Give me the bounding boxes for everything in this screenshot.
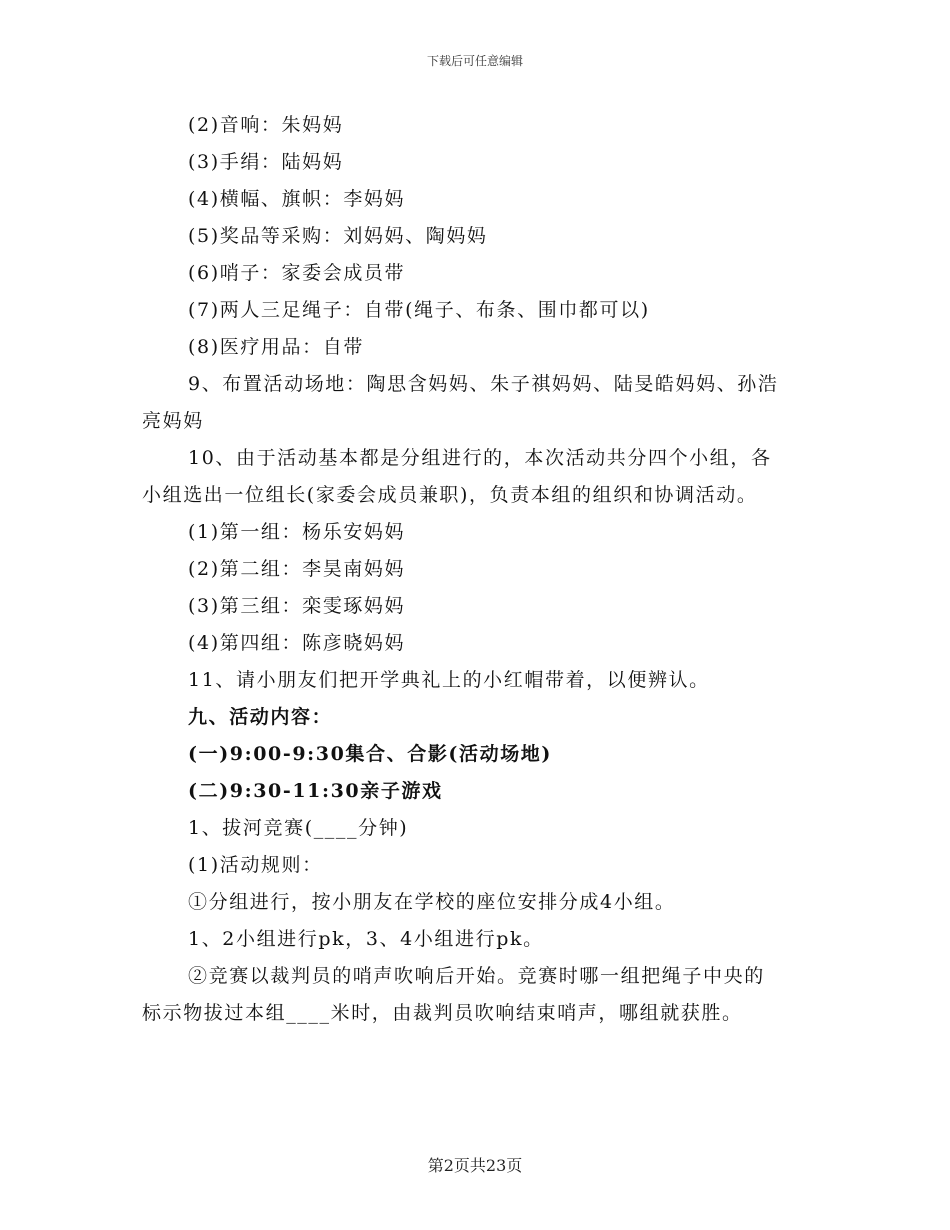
text-line: ①分组进行，按小朋友在学校的座位安排分成4小组。 <box>188 891 676 913</box>
text-line: 10、由于活动基本都是分组进行的，本次活动共分四个小组，各 <box>188 447 772 469</box>
text-line: (1)活动规则： <box>188 854 323 876</box>
page-number: 第2页共23页 <box>427 1156 523 1175</box>
text-line: (2)音响：朱妈妈 <box>188 114 344 136</box>
text-line: (3)手绢：陆妈妈 <box>188 151 344 173</box>
page-header: 下载后可任意编辑 <box>426 54 523 68</box>
text-line: 亮妈妈 <box>142 410 204 432</box>
text-line: (7)两人三足绳子：自带(绳子、布条、围巾都可以) <box>188 299 650 321</box>
text-line: (5)奖品等采购：刘妈妈、陶妈妈 <box>188 225 488 247</box>
text-line: (1)第一组：杨乐安妈妈 <box>188 521 406 543</box>
document-body <box>142 107 810 1032</box>
text-line: (4)横幅、旗帜：李妈妈 <box>188 188 406 210</box>
section-heading: (二)9:30-11:30亲子游戏 <box>188 780 443 802</box>
text-line: (2)第二组：李昊南妈妈 <box>188 558 406 580</box>
text-line: 1、拔河竞赛(____分钟) <box>188 817 409 839</box>
text-line: 9、布置活动场地：陶思含妈妈、朱子祺妈妈、陆旻皓妈妈、孙浩 <box>188 373 779 395</box>
text-line: (8)医疗用品：自带 <box>188 336 364 358</box>
section-heading: (一)9:00-9:30集合、合影(活动场地) <box>188 743 552 765</box>
text-line: 小组选出一位组长(家委会成员兼职)，负责本组的组织和协调活动。 <box>142 484 758 506</box>
text-line: 1、2小组进行pk，3、4小组进行pk。 <box>188 928 544 950</box>
text-line: ②竞赛以裁判员的哨声吹响后开始。竞赛时哪一组把绳子中央的 <box>188 965 765 987</box>
text-line: 11、请小朋友们把开学典礼上的小红帽带着，以便辨认。 <box>188 669 710 691</box>
text-line: 标示物拔过本组____米时，由裁判员吹响结束哨声，哪组就获胜。 <box>142 1002 743 1024</box>
text-line: (6)哨子：家委会成员带 <box>188 262 406 284</box>
text-line: (3)第三组：栾雯琢妈妈 <box>188 595 406 617</box>
section-heading: 九、活动内容： <box>188 706 333 728</box>
text-line: (4)第四组：陈彦晓妈妈 <box>188 632 406 654</box>
